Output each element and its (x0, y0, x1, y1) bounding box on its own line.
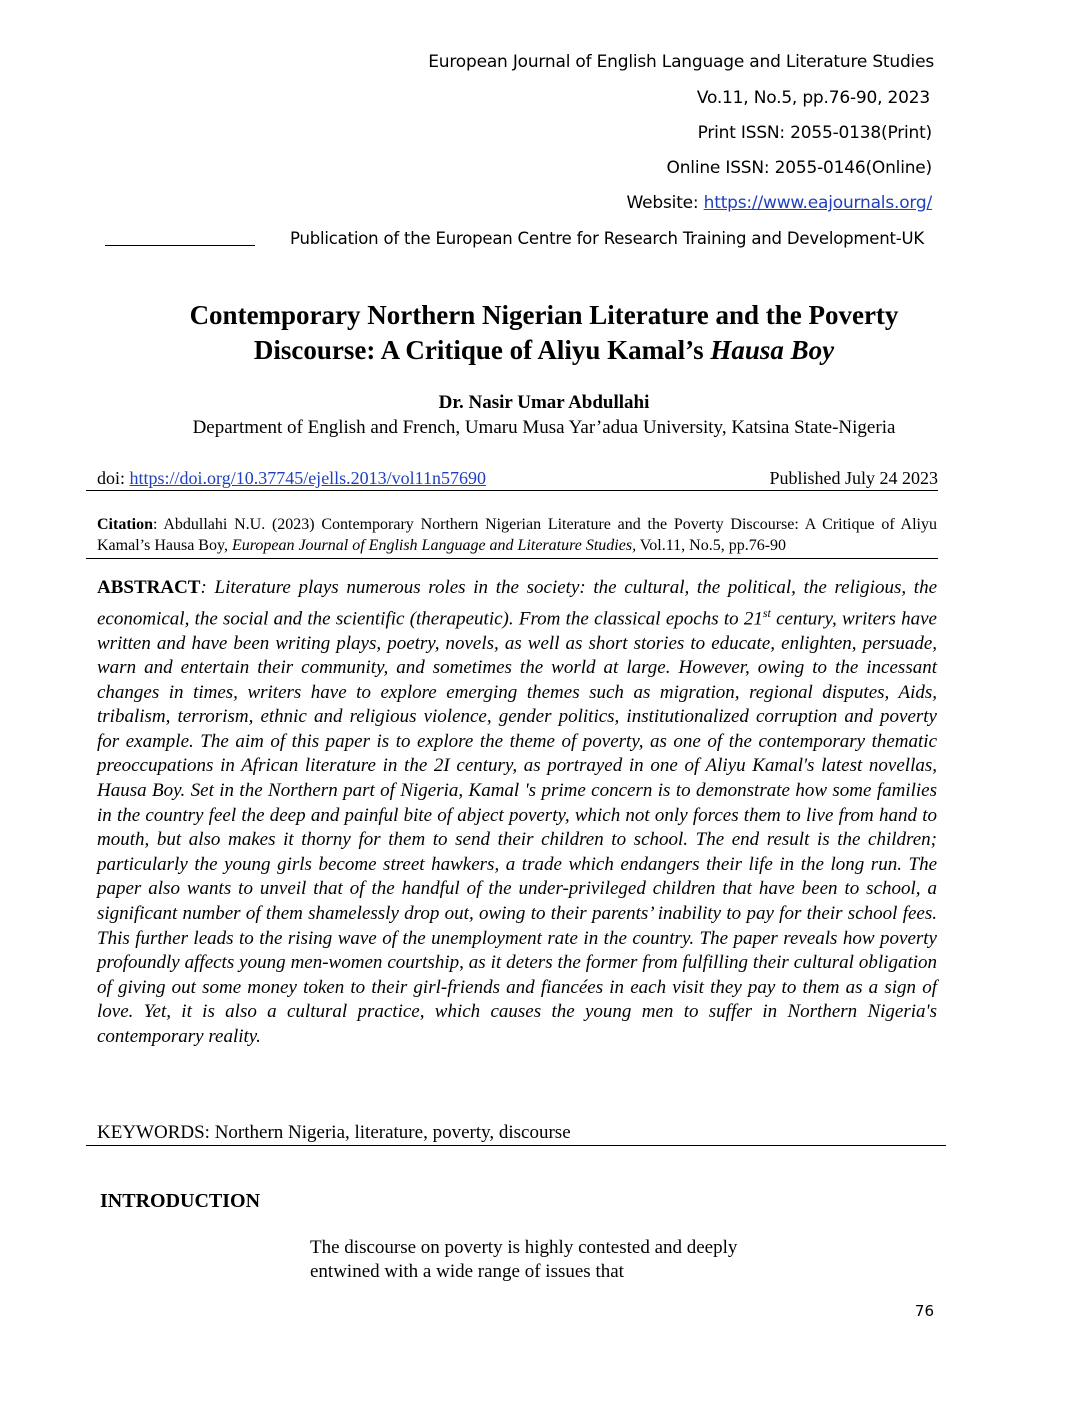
citation-text: : Abdullahi N.U. (2023) Contemporary Northern Nigerian Literature and the Poverty Discourse: A Critique of Aliyu Kamal’s Hausa Boy, (97, 516, 937, 554)
abstract-text-1: : Literature plays numerous roles in the society: the cultural, the political, the religious, the economical, the social and the scientific (therapeutic). From the classical epochs to 21 (97, 577, 937, 629)
abstract (97, 576, 937, 1050)
author-affiliation: Department of English and French, Umaru Musa Yar’adua University, Katsina State-Nigeria (192, 417, 896, 438)
introduction-text: The discourse on poverty is highly contested and deeply entwined with a wide range of issues that (310, 1237, 738, 1282)
keywords: KEYWORDS: Northern Nigeria, literature, poverty, discourse (97, 1122, 571, 1143)
title-line-1: Contemporary Northern Nigerian Literature and the Poverty (189, 300, 899, 330)
doi-label: doi: (97, 468, 130, 488)
citation-label: Citation (97, 516, 153, 533)
website-line (627, 193, 932, 213)
doi-line (97, 468, 486, 489)
page-number: 76 (914, 1302, 934, 1320)
abstract-label: ABSTRACT (97, 577, 201, 598)
keywords-rule (86, 1145, 946, 1146)
introduction-heading: INTRODUCTION (100, 1190, 261, 1212)
website-label: Website: (626, 193, 704, 213)
online-issn: Online ISSN: 2055-0146(Online) (666, 158, 932, 178)
doi-rule (86, 490, 938, 491)
print-issn: Print ISSN: 2055-0138(Print) (697, 123, 932, 143)
page-title (0, 298, 1088, 368)
citation-journal: European Journal of English Language and Literature Studies, (231, 537, 637, 554)
title-book-name: Hausa Boy (710, 335, 835, 365)
journal-name: European Journal of English Language and Literature Studies (428, 52, 934, 72)
citation (97, 514, 937, 556)
abstract-superscript: st (762, 605, 771, 620)
title-line-2 (0, 333, 1088, 368)
title-line-2-text: Discourse: A Critique of Aliyu Kamal’s (253, 335, 711, 365)
published-date: Published July 24 2023 (769, 468, 938, 488)
citation-rule (86, 558, 938, 559)
header-rule (105, 245, 255, 246)
volume-info: Vo.11, No.5, pp.76-90, 2023 (696, 88, 930, 108)
abstract-text-2: century, writers have written and have been writing plays, poetry, novels, as well as short stories to educate, enlighten, persuade, warn and entertain their community, and sometimes the world at large. However, owing to the incessant changes in times, writers have to explore emerging themes such as migration, regional disputes, Aids, tribalism, terrorism, ethnic and religious violence, gender politics, institutionalized corruption and poverty for example. The aim of this paper is to explore the theme of poverty, as one of the contemporary thematic preoccupations in African literature in the 2I century, as portrayed in one of Aliyu Kamal's latest novellas, Hausa Boy. Set in the Northern part of Nigeria, Kamal 's prime concern is to demonstrate how some families in the country feel the deep and painful bite of abject poverty, which not only forces them to live from hand to mouth, but also makes it thorny for them to send their children to school. The end result is the children; particularly the young girls become street hawkers, a trade which endangers their life in the long run. The paper also wants to unveil that of the handful of the under-privileged children that have been to school, a significant number of them shamelessly drop out, owing to their parents’ inability to pay for their school fees. This further leads to the rising wave of the unemployment rate in the country. The paper reveals how poverty profoundly affects young men-women courtship, as it deters the former from fulfilling their cultural obligation of giving out some money token to their girl-friends and fiancées in each visit they pay to them as a sign of love. Yet, it is also a cultural practice, which causes the young men to suffer in Northern Nigeria's contemporary reality. (97, 607, 937, 1048)
citation-tail: Vol.11, No.5, pp.76-90 (636, 537, 787, 554)
publisher-line: Publication of the European Centre for Research Training and Development-UK (290, 229, 924, 248)
author-name: Dr. Nasir Umar Abdullahi (438, 392, 650, 413)
doi-link[interactable]: https://doi.org/10.37745/ejells.2013/vol11n57690 (129, 468, 487, 488)
website-link[interactable]: https://www.eajournals.org/ (703, 193, 932, 213)
